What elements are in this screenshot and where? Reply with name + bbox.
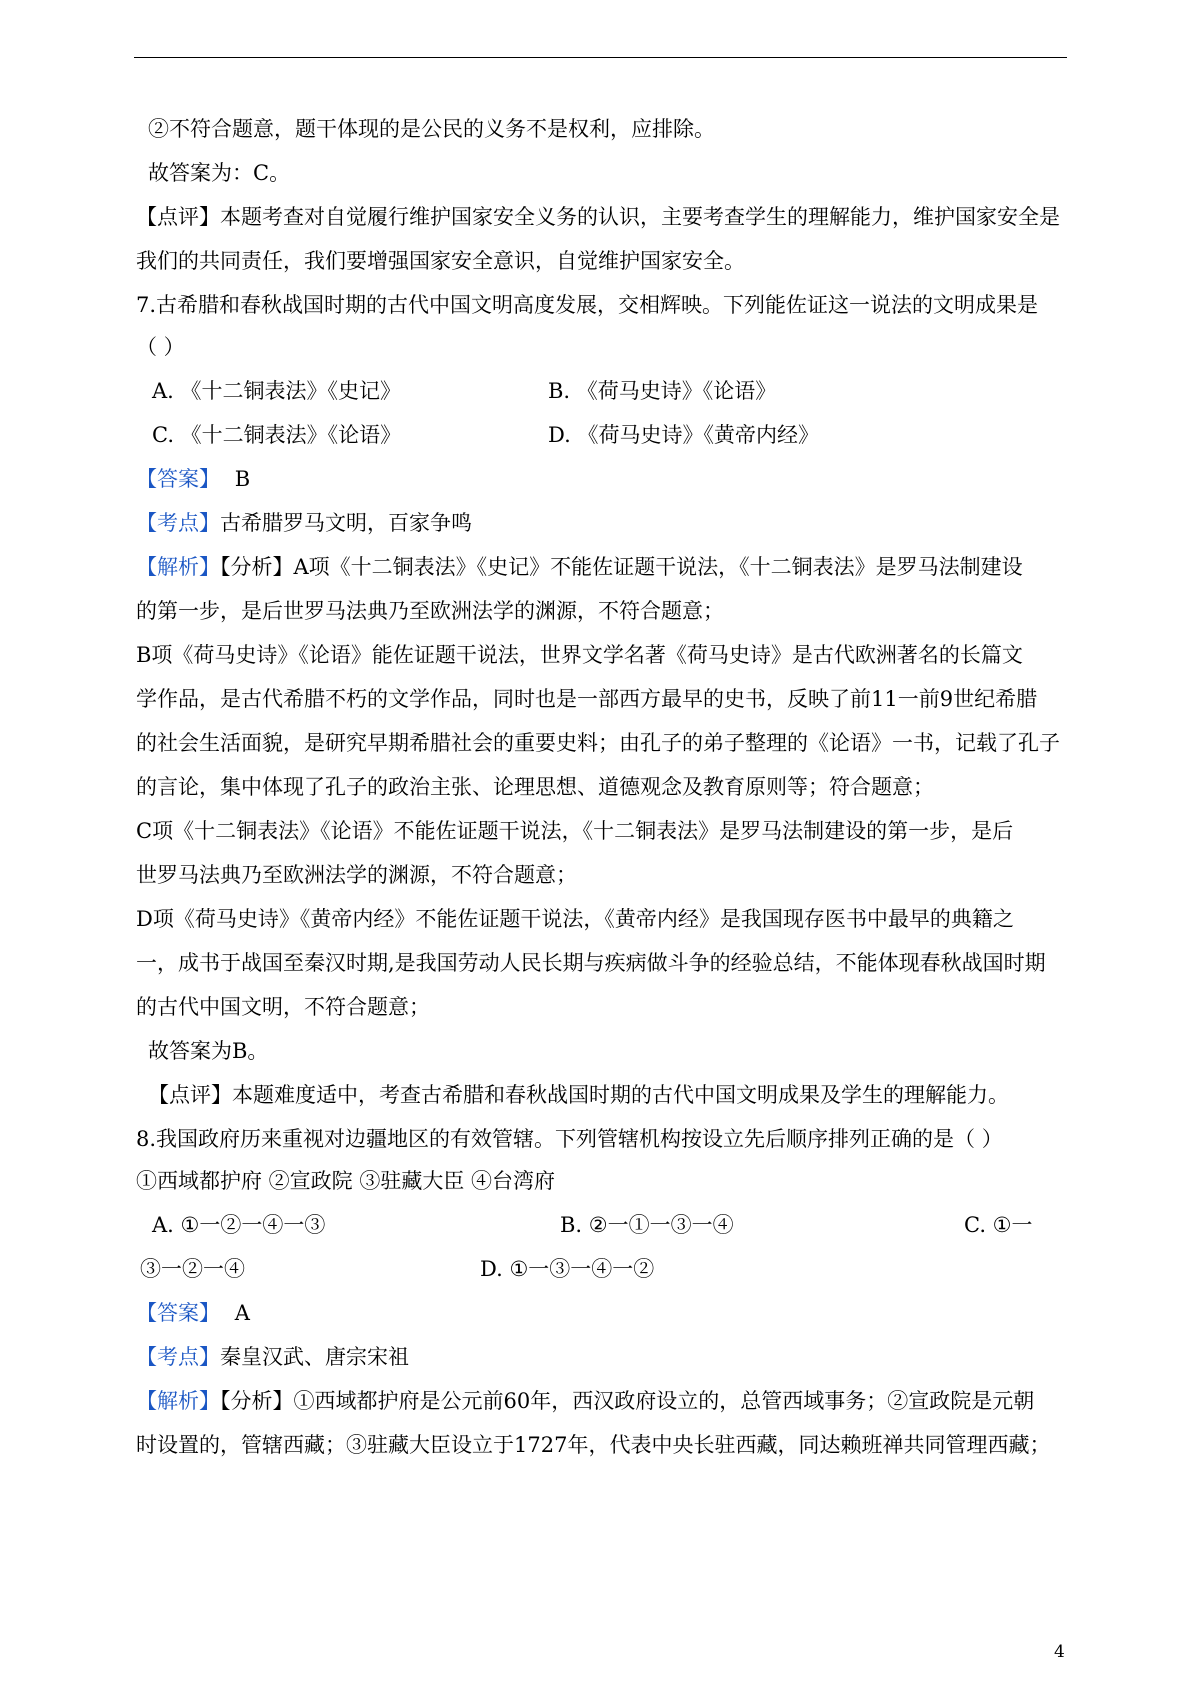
q7-analysis-row-3: 学作品，是古代希腊不朽的文学作品，同时也是一部西方最早的史书，反映了前11一前9世纪希腊	[136, 687, 1038, 711]
q7-analysis-row-10: 的古代中国文明，不符合题意；	[136, 995, 430, 1019]
q7-analysis-row-5: 的言论，集中体现了孔子的政治主张、论理思想、道德观念及教育原则等；符合题意；	[136, 775, 934, 799]
q7-comment: 【点评】本题难度适中，考查古希腊和春秋战国时期的古代中国文明成果及学生的理解能力。	[148, 1083, 1009, 1107]
q7-analysis-row-0	[136, 554, 1023, 580]
q7-final-answer: 故答案为B。	[148, 1039, 269, 1063]
q7-option-c: C. 《十二铜表法》《论语》	[152, 423, 402, 447]
analysis-tag: 【解析】	[136, 1389, 220, 1413]
q7-option-a: A. 《十二铜表法》《史记》	[152, 379, 402, 403]
prev-comment-line-1: 【点评】本题考查对自觉履行维护国家安全义务的认识，主要考查学生的理解能力，维护国家安全是	[136, 205, 1060, 229]
analysis-tag: 【解析】	[136, 555, 220, 579]
point-value: 秦皇汉武、唐宗宋祖	[220, 1345, 409, 1369]
q8-stem: 8.我国政府历来重视对边疆地区的有效管辖。下列管辖机构按设立先后顺序排列正确的是（ ）	[136, 1127, 1003, 1151]
page-number: 4	[1054, 1642, 1065, 1662]
q8-option-c: C. ①一	[964, 1213, 1033, 1237]
answer-value: A	[234, 1301, 250, 1325]
q8-option-a: A. ①一②一④一③	[152, 1213, 326, 1237]
prev-analysis-line: ②不符合题意，题干体现的是公民的义务不是权利，应排除。	[148, 117, 715, 141]
q7-analysis-row-9: 一，成书于战国至秦汉时期,是我国劳动人民长期与疾病做斗争的经验总结，不能体现春秋战国时期	[136, 951, 1046, 975]
point-value: 古希腊罗马文明，百家争鸣	[220, 511, 472, 535]
q8-option-d: D. ①一③一④一②	[480, 1257, 655, 1281]
q7-analysis-row-7: 世罗马法典乃至欧洲法学的渊源，不符合题意；	[136, 863, 577, 887]
prev-comment-line-2: 我们的共同责任，我们要增强国家安全意识，自觉维护国家安全。	[136, 249, 745, 273]
answer-tag: 【答案】	[136, 1301, 220, 1325]
answer-value: B	[234, 467, 251, 491]
q8-analysis-row-0	[136, 1388, 1034, 1414]
q7-analysis-row-8: D项《荷马史诗》《黄帝内经》不能佐证题干说法，《黄帝内经》是我国现存医书中最早的典籍之	[136, 907, 1014, 931]
q7-answer-row	[136, 466, 250, 492]
prev-answer-line: 故答案为：C。	[148, 161, 291, 185]
analysis-text: 【分析】A项《十二铜表法》《史记》不能佐证题干说法，《十二铜表法》是罗马法制建设	[220, 555, 1023, 579]
q7-analysis-row-1: 的第一步，是后世罗马法典乃至欧洲法学的渊源，不符合题意；	[136, 599, 724, 623]
q7-analysis-row-4: 的社会生活面貌，是研究早期希腊社会的重要史料；由孔子的弟子整理的《论语》一书，记载了孔子	[136, 731, 1060, 755]
q8-analysis-row-1: 时设置的，管辖西藏；③驻藏大臣设立于1727年，代表中央长驻西藏，同达赖班禅共同管理西藏；	[136, 1433, 1051, 1457]
q7-analysis-row-2: B项《荷马史诗》《论语》能佐证题干说法，世界文学名著《荷马史诗》是古代欧洲著名的长篇文	[136, 643, 1023, 667]
q8-items: ①西域都护府 ②宣政院 ③驻藏大臣 ④台湾府	[136, 1169, 556, 1193]
answer-tag: 【答案】	[136, 467, 220, 491]
point-tag: 【考点】	[136, 1345, 220, 1369]
header-rule	[134, 57, 1067, 58]
analysis-text: 【分析】①西域都护府是公元前60年，西汉政府设立的，总管西域事务；②宣政院是元朝	[220, 1389, 1035, 1413]
q8-option-c-continued: ③一②一④	[140, 1257, 245, 1281]
q7-option-d: D. 《荷马史诗》《黄帝内经》	[548, 423, 819, 447]
q7-analysis-row-6: C项《十二铜表法》《论语》不能佐证题干说法，《十二铜表法》是罗马法制建设的第一步，是后	[136, 819, 1014, 843]
q8-point-row	[136, 1344, 409, 1370]
q8-option-b: B. ②一①一③一④	[560, 1213, 734, 1237]
q7-stem: 7.古希腊和春秋战国时期的古代中国文明高度发展，交相辉映。下列能佐证这一说法的文明成果是	[136, 293, 1039, 317]
q7-point-row	[136, 510, 472, 536]
q7-option-b: B. 《荷马史诗》《论语》	[548, 379, 777, 403]
point-tag: 【考点】	[136, 511, 220, 535]
q7-bracket: （ ）	[136, 335, 185, 359]
q8-answer-row	[136, 1300, 250, 1326]
